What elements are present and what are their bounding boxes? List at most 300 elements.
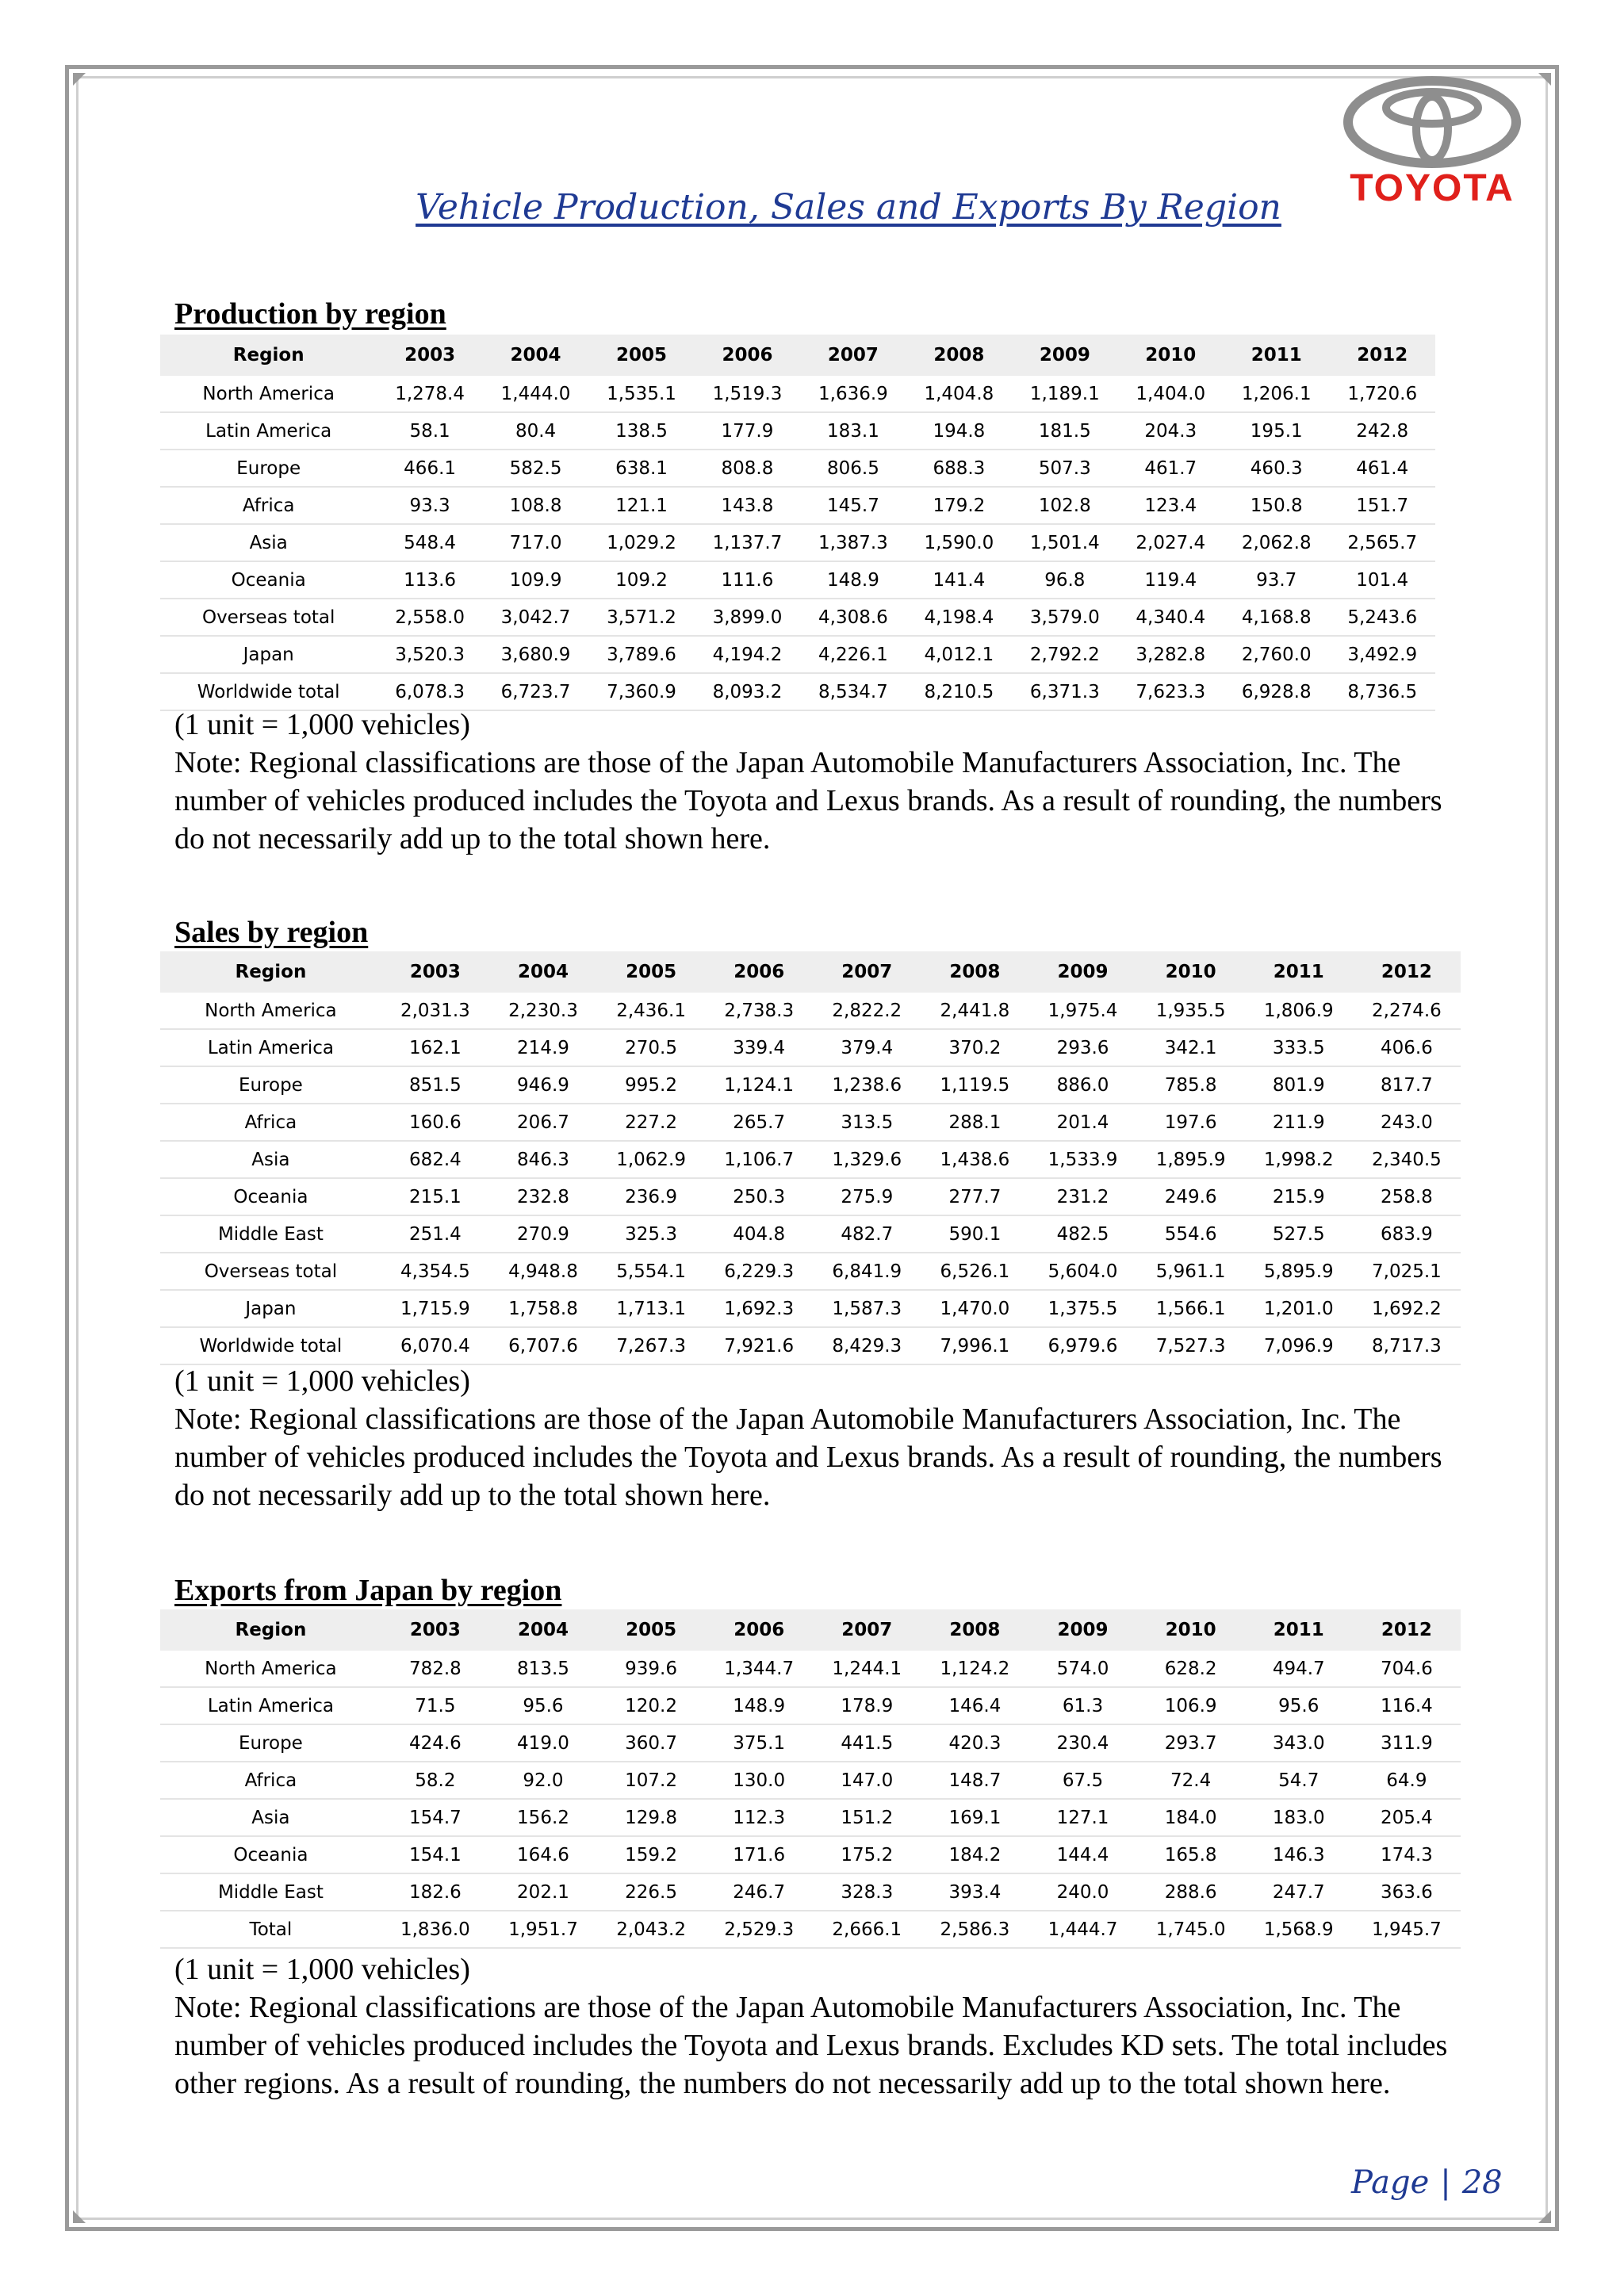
value-cell: 2,760.0 bbox=[1224, 636, 1329, 673]
value-cell: 590.1 bbox=[921, 1215, 1028, 1253]
value-cell: 270.5 bbox=[597, 1029, 705, 1066]
value-cell: 101.4 bbox=[1329, 561, 1435, 599]
page-number-value: 28 bbox=[1461, 2164, 1503, 2201]
value-cell: 4,194.2 bbox=[695, 636, 800, 673]
value-cell: 2,822.2 bbox=[813, 993, 921, 1029]
region-cell: Latin America bbox=[160, 1029, 381, 1066]
value-cell: 201.4 bbox=[1028, 1104, 1136, 1141]
value-cell: 179.2 bbox=[906, 487, 1012, 524]
table-row bbox=[160, 1687, 1461, 1724]
region-cell: Total bbox=[160, 1911, 381, 1948]
value-cell: 3,899.0 bbox=[695, 599, 800, 636]
value-cell: 1,836.0 bbox=[381, 1911, 489, 1948]
column-header-year: 2004 bbox=[483, 335, 588, 376]
column-header-year: 2010 bbox=[1118, 335, 1224, 376]
value-cell: 1,470.0 bbox=[921, 1290, 1028, 1327]
value-cell: 275.9 bbox=[813, 1178, 921, 1215]
value-cell: 846.3 bbox=[489, 1141, 597, 1178]
column-header-region: Region bbox=[160, 335, 377, 376]
value-cell: 1,566.1 bbox=[1137, 1290, 1245, 1327]
value-cell: 1,062.9 bbox=[597, 1141, 705, 1178]
value-cell: 64.9 bbox=[1353, 1762, 1461, 1799]
value-cell: 2,043.2 bbox=[597, 1911, 705, 1948]
value-cell: 195.1 bbox=[1224, 412, 1329, 450]
value-cell: 482.7 bbox=[813, 1215, 921, 1253]
value-cell: 277.7 bbox=[921, 1178, 1028, 1215]
value-cell: 211.9 bbox=[1245, 1104, 1353, 1141]
value-cell: 231.2 bbox=[1028, 1178, 1136, 1215]
region-cell: Asia bbox=[160, 524, 377, 561]
region-cell: Asia bbox=[160, 1799, 381, 1836]
value-cell: 363.6 bbox=[1353, 1873, 1461, 1911]
table-header-row bbox=[160, 1609, 1461, 1651]
table-row bbox=[160, 1327, 1461, 1364]
table-header-row bbox=[160, 951, 1461, 993]
page-number: Page | 28 bbox=[1351, 2164, 1503, 2201]
value-cell: 782.8 bbox=[381, 1651, 489, 1687]
column-header-year: 2011 bbox=[1245, 1609, 1353, 1651]
value-cell: 72.4 bbox=[1137, 1762, 1245, 1799]
value-cell: 160.6 bbox=[381, 1104, 489, 1141]
column-header-year: 2009 bbox=[1028, 1609, 1136, 1651]
value-cell: 441.5 bbox=[813, 1724, 921, 1762]
value-cell: 946.9 bbox=[489, 1066, 597, 1104]
value-cell: 461.4 bbox=[1329, 450, 1435, 487]
table-header-row bbox=[160, 335, 1435, 376]
value-cell: 169.1 bbox=[921, 1799, 1028, 1836]
value-cell: 184.2 bbox=[921, 1836, 1028, 1873]
value-cell: 1,590.0 bbox=[906, 524, 1012, 561]
value-cell: 8,717.3 bbox=[1353, 1327, 1461, 1364]
value-cell: 4,226.1 bbox=[800, 636, 906, 673]
column-header-year: 2007 bbox=[813, 1609, 921, 1651]
value-cell: 1,935.5 bbox=[1137, 993, 1245, 1029]
value-cell: 313.5 bbox=[813, 1104, 921, 1141]
value-cell: 129.8 bbox=[597, 1799, 705, 1836]
value-cell: 6,078.3 bbox=[377, 673, 482, 710]
value-cell: 113.6 bbox=[377, 561, 482, 599]
value-cell: 1,278.4 bbox=[377, 376, 482, 412]
value-cell: 813.5 bbox=[489, 1651, 597, 1687]
value-cell: 6,928.8 bbox=[1224, 673, 1329, 710]
value-cell: 147.0 bbox=[813, 1762, 921, 1799]
column-header-year: 2006 bbox=[695, 335, 800, 376]
page-label: Page bbox=[1351, 2164, 1430, 2201]
value-cell: 1,119.5 bbox=[921, 1066, 1028, 1104]
table-row bbox=[160, 1762, 1461, 1799]
region-cell: Latin America bbox=[160, 412, 377, 450]
value-cell: 144.4 bbox=[1028, 1836, 1136, 1873]
value-cell: 95.6 bbox=[1245, 1687, 1353, 1724]
value-cell: 1,444.0 bbox=[483, 376, 588, 412]
table-row bbox=[160, 1178, 1461, 1215]
value-cell: 93.7 bbox=[1224, 561, 1329, 599]
regional-note: Note: Regional classifications are those of the Japan Automobile Manufacturers Association, Inc. The number of vehicles produced includes the Toyota and Lexus brands. As a result of rounding, the numbers do not necessarily add up to the total shown here. bbox=[174, 1402, 1442, 1512]
value-cell: 2,274.6 bbox=[1353, 993, 1461, 1029]
table-row bbox=[160, 450, 1435, 487]
value-cell: 288.1 bbox=[921, 1104, 1028, 1141]
column-header-year: 2003 bbox=[377, 335, 482, 376]
region-cell: North America bbox=[160, 993, 381, 1029]
value-cell: 1,124.2 bbox=[921, 1651, 1028, 1687]
table-row bbox=[160, 1290, 1461, 1327]
unit-note: (1 unit = 1,000 vehicles) bbox=[174, 708, 470, 741]
column-header-year: 2012 bbox=[1353, 1609, 1461, 1651]
logo-wordmark: TOYOTA bbox=[1350, 167, 1515, 209]
value-cell: 93.3 bbox=[377, 487, 482, 524]
value-cell: 4,948.8 bbox=[489, 1253, 597, 1290]
exports-section-title: Exports from Japan by region bbox=[174, 1574, 562, 1607]
region-cell: Worldwide total bbox=[160, 1327, 381, 1364]
table-row bbox=[160, 673, 1435, 710]
value-cell: 58.2 bbox=[381, 1762, 489, 1799]
corner-ornament bbox=[73, 73, 86, 86]
region-cell: Africa bbox=[160, 1104, 381, 1141]
table-row bbox=[160, 1799, 1461, 1836]
value-cell: 230.4 bbox=[1028, 1724, 1136, 1762]
value-cell: 808.8 bbox=[695, 450, 800, 487]
column-header-region: Region bbox=[160, 1609, 381, 1651]
value-cell: 293.7 bbox=[1137, 1724, 1245, 1762]
value-cell: 2,340.5 bbox=[1353, 1141, 1461, 1178]
value-cell: 247.7 bbox=[1245, 1873, 1353, 1911]
value-cell: 6,841.9 bbox=[813, 1253, 921, 1290]
table-row bbox=[160, 487, 1435, 524]
value-cell: 1,945.7 bbox=[1353, 1911, 1461, 1948]
value-cell: 8,093.2 bbox=[695, 673, 800, 710]
value-cell: 1,758.8 bbox=[489, 1290, 597, 1327]
unit-note: (1 unit = 1,000 vehicles) bbox=[174, 1953, 470, 1986]
value-cell: 851.5 bbox=[381, 1066, 489, 1104]
value-cell: 5,961.1 bbox=[1137, 1253, 1245, 1290]
value-cell: 159.2 bbox=[597, 1836, 705, 1873]
value-cell: 92.0 bbox=[489, 1762, 597, 1799]
value-cell: 181.5 bbox=[1012, 412, 1117, 450]
value-cell: 1,404.8 bbox=[906, 376, 1012, 412]
value-cell: 164.6 bbox=[489, 1836, 597, 1873]
exports-note bbox=[174, 1950, 1475, 2103]
column-header-year: 2006 bbox=[705, 1609, 813, 1651]
value-cell: 939.6 bbox=[597, 1651, 705, 1687]
value-cell: 120.2 bbox=[597, 1687, 705, 1724]
value-cell: 1,975.4 bbox=[1028, 993, 1136, 1029]
production-section-title: Production by region bbox=[174, 297, 446, 331]
value-cell: 2,586.3 bbox=[921, 1911, 1028, 1948]
value-cell: 183.1 bbox=[800, 412, 906, 450]
value-cell: 184.0 bbox=[1137, 1799, 1245, 1836]
unit-note: (1 unit = 1,000 vehicles) bbox=[174, 1364, 470, 1398]
table-row bbox=[160, 1651, 1461, 1687]
column-header-year: 2007 bbox=[813, 951, 921, 993]
value-cell: 154.1 bbox=[381, 1836, 489, 1873]
value-cell: 817.7 bbox=[1353, 1066, 1461, 1104]
value-cell: 7,025.1 bbox=[1353, 1253, 1461, 1290]
value-cell: 265.7 bbox=[705, 1104, 813, 1141]
value-cell: 249.6 bbox=[1137, 1178, 1245, 1215]
value-cell: 682.4 bbox=[381, 1141, 489, 1178]
value-cell: 1,713.1 bbox=[597, 1290, 705, 1327]
value-cell: 1,244.1 bbox=[813, 1651, 921, 1687]
value-cell: 150.8 bbox=[1224, 487, 1329, 524]
value-cell: 1,806.9 bbox=[1245, 993, 1353, 1029]
value-cell: 2,738.3 bbox=[705, 993, 813, 1029]
value-cell: 3,579.0 bbox=[1012, 599, 1117, 636]
region-cell: Oceania bbox=[160, 561, 377, 599]
value-cell: 507.3 bbox=[1012, 450, 1117, 487]
value-cell: 638.1 bbox=[588, 450, 694, 487]
value-cell: 339.4 bbox=[705, 1029, 813, 1066]
region-cell: Latin America bbox=[160, 1687, 381, 1724]
value-cell: 7,267.3 bbox=[597, 1327, 705, 1364]
table-row bbox=[160, 376, 1435, 412]
value-cell: 806.5 bbox=[800, 450, 906, 487]
table-row bbox=[160, 1253, 1461, 1290]
sales-note bbox=[174, 1362, 1475, 1514]
value-cell: 1,404.0 bbox=[1118, 376, 1224, 412]
value-cell: 3,492.9 bbox=[1329, 636, 1435, 673]
value-cell: 102.8 bbox=[1012, 487, 1117, 524]
value-cell: 1,692.2 bbox=[1353, 1290, 1461, 1327]
region-cell: Overseas total bbox=[160, 599, 377, 636]
region-cell: Europe bbox=[160, 1066, 381, 1104]
value-cell: 1,720.6 bbox=[1329, 376, 1435, 412]
column-header-year: 2011 bbox=[1224, 335, 1329, 376]
table-row bbox=[160, 636, 1435, 673]
value-cell: 178.9 bbox=[813, 1687, 921, 1724]
value-cell: 1,587.3 bbox=[813, 1290, 921, 1327]
value-cell: 1,201.0 bbox=[1245, 1290, 1353, 1327]
sales-table bbox=[160, 951, 1461, 1365]
value-cell: 995.2 bbox=[597, 1066, 705, 1104]
value-cell: 236.9 bbox=[597, 1178, 705, 1215]
value-cell: 360.7 bbox=[597, 1724, 705, 1762]
value-cell: 6,229.3 bbox=[705, 1253, 813, 1290]
column-header-year: 2008 bbox=[921, 951, 1028, 993]
value-cell: 494.7 bbox=[1245, 1651, 1353, 1687]
value-cell: 375.1 bbox=[705, 1724, 813, 1762]
value-cell: 80.4 bbox=[483, 412, 588, 450]
table-row bbox=[160, 524, 1435, 561]
value-cell: 58.1 bbox=[377, 412, 482, 450]
value-cell: 4,308.6 bbox=[800, 599, 906, 636]
value-cell: 6,526.1 bbox=[921, 1253, 1028, 1290]
value-cell: 7,096.9 bbox=[1245, 1327, 1353, 1364]
value-cell: 143.8 bbox=[695, 487, 800, 524]
region-cell: Europe bbox=[160, 450, 377, 487]
table-row bbox=[160, 1873, 1461, 1911]
region-cell: Oceania bbox=[160, 1836, 381, 1873]
value-cell: 171.6 bbox=[705, 1836, 813, 1873]
region-cell: Worldwide total bbox=[160, 673, 377, 710]
column-header-year: 2005 bbox=[597, 951, 705, 993]
value-cell: 2,436.1 bbox=[597, 993, 705, 1029]
value-cell: 2,027.4 bbox=[1118, 524, 1224, 561]
value-cell: 174.3 bbox=[1353, 1836, 1461, 1873]
value-cell: 2,031.3 bbox=[381, 993, 489, 1029]
value-cell: 232.8 bbox=[489, 1178, 597, 1215]
value-cell: 240.0 bbox=[1028, 1873, 1136, 1911]
value-cell: 2,529.3 bbox=[705, 1911, 813, 1948]
value-cell: 419.0 bbox=[489, 1724, 597, 1762]
value-cell: 420.3 bbox=[921, 1724, 1028, 1762]
value-cell: 801.9 bbox=[1245, 1066, 1353, 1104]
value-cell: 482.5 bbox=[1028, 1215, 1136, 1253]
table-row bbox=[160, 1104, 1461, 1141]
column-header-year: 2010 bbox=[1137, 1609, 1245, 1651]
value-cell: 151.7 bbox=[1329, 487, 1435, 524]
value-cell: 1,895.9 bbox=[1137, 1141, 1245, 1178]
column-header-year: 2009 bbox=[1028, 951, 1136, 993]
value-cell: 151.2 bbox=[813, 1799, 921, 1836]
value-cell: 156.2 bbox=[489, 1799, 597, 1836]
table-row bbox=[160, 993, 1461, 1029]
value-cell: 204.3 bbox=[1118, 412, 1224, 450]
value-cell: 8,736.5 bbox=[1329, 673, 1435, 710]
value-cell: 1,387.3 bbox=[800, 524, 906, 561]
region-cell: Asia bbox=[160, 1141, 381, 1178]
value-cell: 717.0 bbox=[483, 524, 588, 561]
value-cell: 246.7 bbox=[705, 1873, 813, 1911]
value-cell: 5,554.1 bbox=[597, 1253, 705, 1290]
column-header-year: 2012 bbox=[1353, 951, 1461, 993]
value-cell: 2,558.0 bbox=[377, 599, 482, 636]
value-cell: 548.4 bbox=[377, 524, 482, 561]
column-header-year: 2005 bbox=[597, 1609, 705, 1651]
region-cell: Overseas total bbox=[160, 1253, 381, 1290]
region-cell: Africa bbox=[160, 487, 377, 524]
value-cell: 1,029.2 bbox=[588, 524, 694, 561]
value-cell: 1,106.7 bbox=[705, 1141, 813, 1178]
value-cell: 215.9 bbox=[1245, 1178, 1353, 1215]
value-cell: 148.9 bbox=[800, 561, 906, 599]
value-cell: 183.0 bbox=[1245, 1799, 1353, 1836]
value-cell: 370.2 bbox=[921, 1029, 1028, 1066]
value-cell: 165.8 bbox=[1137, 1836, 1245, 1873]
value-cell: 107.2 bbox=[597, 1762, 705, 1799]
value-cell: 7,921.6 bbox=[705, 1327, 813, 1364]
value-cell: 148.9 bbox=[705, 1687, 813, 1724]
region-cell: Japan bbox=[160, 1290, 381, 1327]
table-row bbox=[160, 561, 1435, 599]
value-cell: 574.0 bbox=[1028, 1651, 1136, 1687]
value-cell: 226.5 bbox=[597, 1873, 705, 1911]
value-cell: 6,371.3 bbox=[1012, 673, 1117, 710]
value-cell: 379.4 bbox=[813, 1029, 921, 1066]
value-cell: 116.4 bbox=[1353, 1687, 1461, 1724]
value-cell: 1,124.1 bbox=[705, 1066, 813, 1104]
value-cell: 1,519.3 bbox=[695, 376, 800, 412]
value-cell: 1,692.3 bbox=[705, 1290, 813, 1327]
corner-ornament bbox=[73, 2210, 86, 2223]
value-cell: 242.8 bbox=[1329, 412, 1435, 450]
column-header-region: Region bbox=[160, 951, 381, 993]
value-cell: 293.6 bbox=[1028, 1029, 1136, 1066]
value-cell: 148.7 bbox=[921, 1762, 1028, 1799]
column-header-year: 2008 bbox=[906, 335, 1012, 376]
value-cell: 704.6 bbox=[1353, 1651, 1461, 1687]
value-cell: 194.8 bbox=[906, 412, 1012, 450]
sales-section-title: Sales by region bbox=[174, 916, 369, 949]
value-cell: 138.5 bbox=[588, 412, 694, 450]
value-cell: 406.6 bbox=[1353, 1029, 1461, 1066]
column-header-year: 2003 bbox=[381, 951, 489, 993]
column-header-year: 2010 bbox=[1137, 951, 1245, 993]
production-note bbox=[174, 706, 1475, 858]
region-cell: Europe bbox=[160, 1724, 381, 1762]
value-cell: 1,998.2 bbox=[1245, 1141, 1353, 1178]
value-cell: 227.2 bbox=[597, 1104, 705, 1141]
value-cell: 3,789.6 bbox=[588, 636, 694, 673]
value-cell: 6,723.7 bbox=[483, 673, 588, 710]
value-cell: 154.7 bbox=[381, 1799, 489, 1836]
page-title: Vehicle Production, Sales and Exports By Region bbox=[416, 187, 1281, 228]
value-cell: 146.4 bbox=[921, 1687, 1028, 1724]
value-cell: 145.7 bbox=[800, 487, 906, 524]
value-cell: 328.3 bbox=[813, 1873, 921, 1911]
value-cell: 3,571.2 bbox=[588, 599, 694, 636]
value-cell: 4,198.4 bbox=[906, 599, 1012, 636]
value-cell: 288.6 bbox=[1137, 1873, 1245, 1911]
column-header-year: 2005 bbox=[588, 335, 694, 376]
value-cell: 5,604.0 bbox=[1028, 1253, 1136, 1290]
value-cell: 1,568.9 bbox=[1245, 1911, 1353, 1948]
value-cell: 2,565.7 bbox=[1329, 524, 1435, 561]
value-cell: 1,636.9 bbox=[800, 376, 906, 412]
value-cell: 251.4 bbox=[381, 1215, 489, 1253]
table-row bbox=[160, 1066, 1461, 1104]
value-cell: 258.8 bbox=[1353, 1178, 1461, 1215]
column-header-year: 2011 bbox=[1245, 951, 1353, 993]
value-cell: 197.6 bbox=[1137, 1104, 1245, 1141]
region-cell: Oceania bbox=[160, 1178, 381, 1215]
value-cell: 205.4 bbox=[1353, 1799, 1461, 1836]
value-cell: 1,715.9 bbox=[381, 1290, 489, 1327]
value-cell: 8,210.5 bbox=[906, 673, 1012, 710]
value-cell: 7,360.9 bbox=[588, 673, 694, 710]
region-cell: North America bbox=[160, 1651, 381, 1687]
value-cell: 61.3 bbox=[1028, 1687, 1136, 1724]
value-cell: 1,344.7 bbox=[705, 1651, 813, 1687]
value-cell: 175.2 bbox=[813, 1836, 921, 1873]
table-row bbox=[160, 1141, 1461, 1178]
value-cell: 130.0 bbox=[705, 1762, 813, 1799]
value-cell: 2,666.1 bbox=[813, 1911, 921, 1948]
value-cell: 1,444.7 bbox=[1028, 1911, 1136, 1948]
value-cell: 1,535.1 bbox=[588, 376, 694, 412]
value-cell: 2,792.2 bbox=[1012, 636, 1117, 673]
value-cell: 311.9 bbox=[1353, 1724, 1461, 1762]
table-row bbox=[160, 1911, 1461, 1948]
column-header-year: 2012 bbox=[1329, 335, 1435, 376]
value-cell: 182.6 bbox=[381, 1873, 489, 1911]
value-cell: 112.3 bbox=[705, 1799, 813, 1836]
region-cell: Middle East bbox=[160, 1873, 381, 1911]
value-cell: 333.5 bbox=[1245, 1029, 1353, 1066]
corner-ornament bbox=[1538, 2210, 1551, 2223]
value-cell: 106.9 bbox=[1137, 1687, 1245, 1724]
value-cell: 4,340.4 bbox=[1118, 599, 1224, 636]
table-row bbox=[160, 1215, 1461, 1253]
value-cell: 554.6 bbox=[1137, 1215, 1245, 1253]
value-cell: 2,230.3 bbox=[489, 993, 597, 1029]
value-cell: 177.9 bbox=[695, 412, 800, 450]
value-cell: 123.4 bbox=[1118, 487, 1224, 524]
value-cell: 1,745.0 bbox=[1137, 1911, 1245, 1948]
value-cell: 3,680.9 bbox=[483, 636, 588, 673]
region-cell: Middle East bbox=[160, 1215, 381, 1253]
value-cell: 461.7 bbox=[1118, 450, 1224, 487]
value-cell: 8,534.7 bbox=[800, 673, 906, 710]
